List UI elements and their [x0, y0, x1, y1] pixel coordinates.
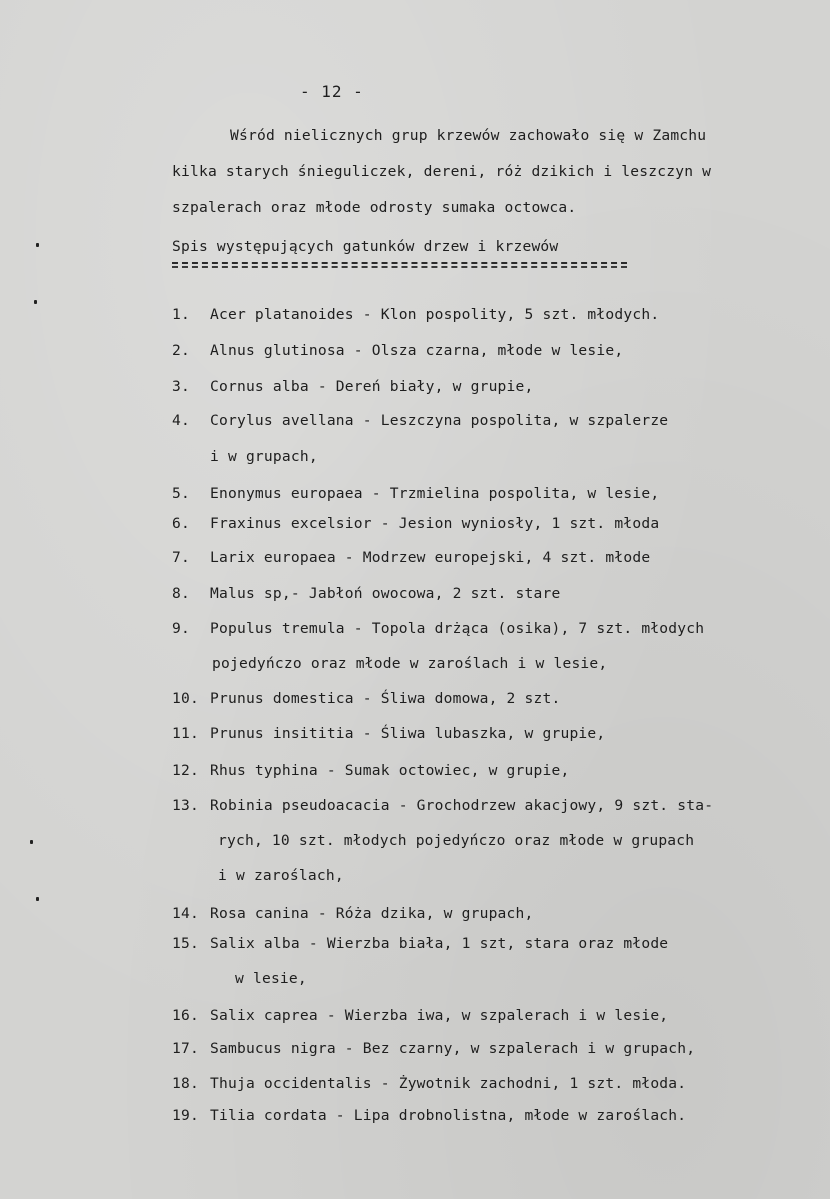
list-item-line: [172, 585, 560, 603]
list-item-number: 4.: [172, 412, 190, 429]
list-item-continuation: rych, 10 szt. młodych pojedyńczo oraz młode w grupach: [218, 832, 695, 849]
list-item-line: [172, 306, 659, 324]
heading-underline: [172, 262, 627, 264]
list-item-text: Alnus glutinosa - Olsza czarna, młode w lesie,: [210, 342, 624, 359]
list-item-text: Salix alba - Wierzba biała, 1 szt, stara oraz młode: [210, 935, 669, 952]
list-item-number: 2.: [172, 342, 190, 359]
list-item-line: [172, 690, 560, 708]
list-item-number: 17.: [172, 1040, 199, 1057]
list-item-line: [172, 378, 534, 396]
list-item-number: 19.: [172, 1107, 199, 1124]
list-item-line: [172, 797, 713, 815]
list-item-text: Acer platanoides - Klon pospolity, 5 szt. młodych.: [210, 306, 660, 323]
list-item-line: [172, 515, 659, 533]
list-item-text: Prunus insititia - Śliwa lubaszka, w grupie,: [210, 725, 606, 742]
heading-underline: [172, 266, 627, 268]
margin-mark: [36, 243, 39, 247]
list-item-line: [172, 905, 534, 923]
list-item-line: [172, 620, 704, 638]
list-item-text: Populus tremula - Topola drżąca (osika), 7 szt. młodych: [210, 620, 705, 637]
list-item-line: [172, 342, 623, 360]
list-item-line: [172, 549, 650, 567]
list-item-number: 14.: [172, 905, 199, 922]
list-item-line: [172, 485, 659, 503]
list-item-number: 1.: [172, 306, 190, 323]
list-item-text: Sambucus nigra - Bez czarny, w szpalerach i w grupach,: [210, 1040, 696, 1057]
list-item-text: Salix caprea - Wierzba iwa, w szpalerach i w lesie,: [210, 1007, 669, 1024]
list-item-text: Rosa canina - Róża dzika, w grupach,: [210, 905, 534, 922]
list-item-text: Larix europaea - Modrzew europejski, 4 szt. młode: [210, 549, 651, 566]
list-item-number: 18.: [172, 1075, 199, 1092]
list-item-text: Rhus typhina - Sumak octowiec, w grupie,: [210, 762, 570, 779]
list-item-continuation: i w zaroślach,: [218, 867, 344, 884]
list-item-line: [172, 1040, 695, 1058]
list-item-continuation: w lesie,: [235, 970, 307, 987]
list-item-text: Robinia pseudoacacia - Grochodrzew akacjowy, 9 szt. sta-: [210, 797, 714, 814]
list-item-text: Thuja occidentalis - Żywotnik zachodni, 1 szt. młoda.: [210, 1075, 687, 1092]
list-item-number: 12.: [172, 762, 199, 779]
list-item-number: 9.: [172, 620, 190, 637]
list-item-line: [172, 725, 605, 743]
list-item-continuation: i w grupach,: [210, 448, 318, 465]
list-item-number: 16.: [172, 1007, 199, 1024]
list-item-number: 15.: [172, 935, 199, 952]
list-item-number: 11.: [172, 725, 199, 742]
list-item-continuation: pojedyńczo oraz młode w zaroślach i w lesie,: [212, 655, 608, 672]
list-item-line: [172, 412, 668, 430]
intro-line: Wśród nielicznych grup krzewów zachowało się w Zamchu: [230, 127, 707, 144]
page-number: - 12 -: [300, 82, 364, 101]
list-item-line: [172, 1075, 686, 1093]
list-item-text: Tilia cordata - Lipa drobnolistna, młode w zaroślach.: [210, 1107, 687, 1124]
list-item-line: [172, 1107, 686, 1125]
list-item-number: 3.: [172, 378, 190, 395]
list-item-text: Malus sp,- Jabłoń owocowa, 2 szt. stare: [210, 585, 561, 602]
list-item-text: Prunus domestica - Śliwa domowa, 2 szt.: [210, 690, 561, 707]
margin-mark: [36, 897, 39, 901]
margin-mark: [30, 840, 33, 844]
list-item-line: [172, 1007, 668, 1025]
list-item-number: 5.: [172, 485, 190, 502]
list-item-number: 8.: [172, 585, 190, 602]
list-item-number: 10.: [172, 690, 199, 707]
list-item-line: [172, 762, 569, 780]
list-item-number: 13.: [172, 797, 199, 814]
list-item-line: [172, 935, 668, 953]
margin-mark: [34, 300, 37, 304]
intro-line: szpalerach oraz młode odrosty sumaka octowca.: [172, 199, 577, 216]
list-item-text: Cornus alba - Dereń biały, w grupie,: [210, 378, 534, 395]
list-item-text: Corylus avellana - Leszczyna pospolita, w szpalerze: [210, 412, 669, 429]
list-item-number: 7.: [172, 549, 190, 566]
list-heading: Spis występujących gatunków drzew i krzewów: [172, 238, 559, 255]
list-item-text: Fraxinus excelsior - Jesion wyniosły, 1 szt. młoda: [210, 515, 660, 532]
intro-line: kilka starych śnieguliczek, dereni, róż dzikich i leszczyn w: [172, 163, 712, 180]
list-item-number: 6.: [172, 515, 190, 532]
list-item-text: Enonymus europaea - Trzmielina pospolita, w lesie,: [210, 485, 660, 502]
